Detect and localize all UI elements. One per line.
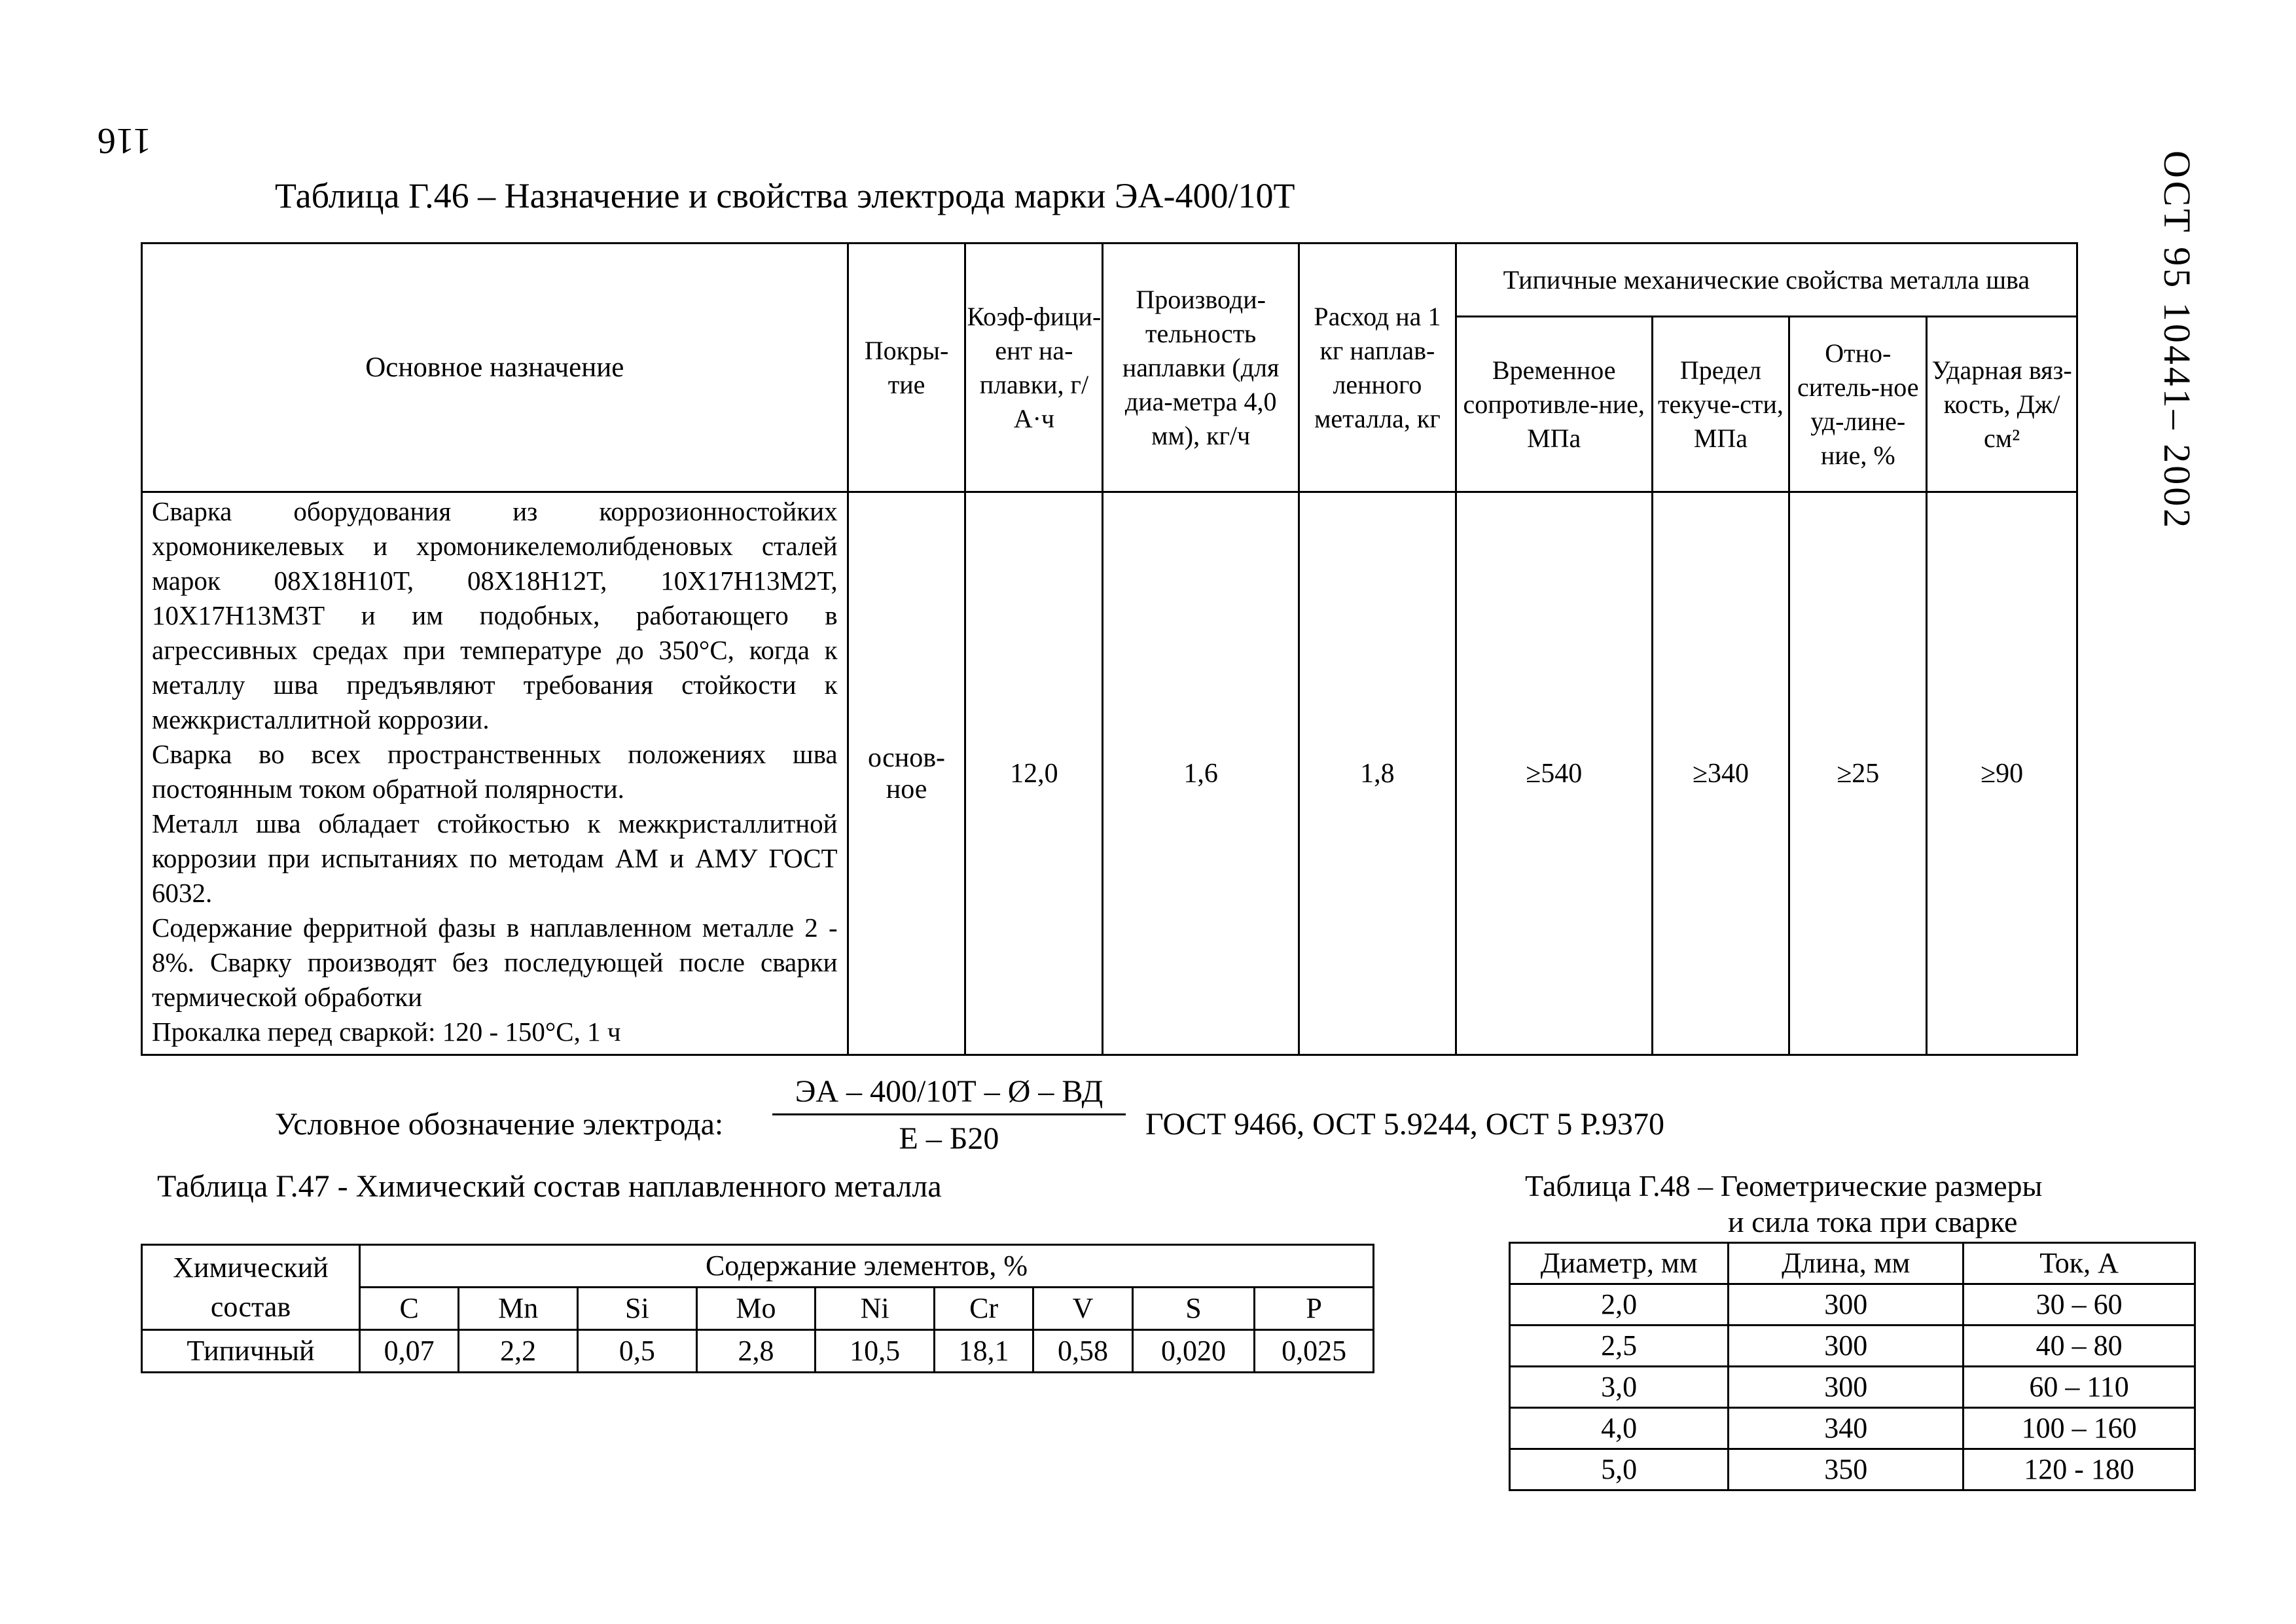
purpose-cell [142, 492, 848, 1055]
header-length: Длина, мм [1729, 1243, 1964, 1284]
table46-title: Таблица Г.46 – Назначение и свойства электрода марки ЭА-400/10Т [275, 176, 1295, 215]
header-coating: Покры-тие [848, 244, 965, 492]
element-value: 2,2 [459, 1330, 578, 1373]
element-header: Cr [934, 1288, 1033, 1330]
element-value: 0,07 [360, 1330, 459, 1373]
current-value: 100 – 160 [1964, 1408, 2195, 1449]
row-label-typical: Типичный [142, 1330, 360, 1373]
header-yield: Предел текуче-сти, МПа [1652, 317, 1789, 492]
element-value: 0,58 [1033, 1330, 1132, 1373]
length-value: 340 [1729, 1408, 1964, 1449]
designation-standards: ГОСТ 9466, ОСТ 5.9244, ОСТ 5 Р.9370 [1145, 1107, 1665, 1142]
header-tensile: Временное сопротивле-ние, МПа [1456, 317, 1652, 492]
tensile-value: ≥540 [1456, 492, 1652, 1055]
current-value: 120 - 180 [1964, 1449, 2195, 1490]
table48-title-line2: и сила тока при сварке [1728, 1205, 2018, 1238]
table-48 [1509, 1242, 2196, 1491]
header-purpose: Основное назначение [142, 244, 848, 492]
header-element-content: Содержание элементов, % [360, 1245, 1374, 1288]
header-coefficient: Коэф-фици-ент на-плавки, г/А·ч [965, 244, 1103, 492]
header-current: Ток, А [1964, 1243, 2195, 1284]
diameter-value: 2,0 [1510, 1284, 1729, 1326]
element-header: Si [578, 1288, 697, 1330]
element-value: 18,1 [934, 1330, 1033, 1373]
table47-title: Таблица Г.47 - Химический состав наплавленного металла [157, 1169, 942, 1204]
table-row [1510, 1408, 2195, 1449]
table-46 [141, 242, 2078, 1056]
designation-numerator: ЭА – 400/10Т – Ø – ВД [772, 1074, 1126, 1115]
designation-fraction [772, 1074, 1126, 1157]
element-header: Mn [459, 1288, 578, 1330]
yield-value: ≥340 [1652, 492, 1789, 1055]
element-header: C [360, 1288, 459, 1330]
element-header: S [1132, 1288, 1255, 1330]
element-value: 2,8 [696, 1330, 816, 1373]
element-header: V [1033, 1288, 1132, 1330]
header-consumption: Расход на 1 кг наплав-ленного металла, кг [1299, 244, 1456, 492]
standard-code: ОСТ 95 10441– 2002 [2156, 151, 2198, 531]
element-value: 0,025 [1255, 1330, 1374, 1373]
diameter-value: 3,0 [1510, 1367, 1729, 1408]
purpose-paragraph: Сварка во всех пространственных положениях шва постоянным током обратной полярности. [152, 739, 838, 804]
header-elongation: Отно-ситель-ное уд-лине-ние, % [1789, 317, 1927, 492]
diameter-value: 5,0 [1510, 1449, 1729, 1490]
element-header: Ni [816, 1288, 935, 1330]
current-value: 30 – 60 [1964, 1284, 2195, 1326]
element-value: 0,5 [578, 1330, 697, 1373]
length-value: 350 [1729, 1449, 1964, 1490]
diameter-value: 2,5 [1510, 1326, 1729, 1367]
element-value: 10,5 [816, 1330, 935, 1373]
table-row [1510, 1449, 2195, 1490]
impact-value: ≥90 [1927, 492, 2077, 1055]
element-header: P [1255, 1288, 1374, 1330]
purpose-paragraph: Содержание ферритной фазы в наплавленном металле 2 - 8%. Сварку производят без последующей после сварки термической обработки [152, 912, 838, 1012]
consumption-value: 1,8 [1299, 492, 1456, 1055]
designation-label: Условное обозначение электрода: [275, 1107, 724, 1142]
element-value: 0,020 [1132, 1330, 1255, 1373]
header-mechanical-properties: Типичные механические свойства металла шва [1456, 244, 2077, 317]
diameter-value: 4,0 [1510, 1408, 1729, 1449]
length-value: 300 [1729, 1284, 1964, 1326]
length-value: 300 [1729, 1326, 1964, 1367]
element-header: Mo [696, 1288, 816, 1330]
table48-title-line1: Таблица Г.48 – Геометрические размеры [1525, 1169, 2043, 1202]
designation-denominator: Е – Б20 [899, 1121, 999, 1156]
header-impact: Ударная вяз-кость, Дж/см² [1927, 317, 2077, 492]
productivity-value: 1,6 [1103, 492, 1299, 1055]
coefficient-value: 12,0 [965, 492, 1103, 1055]
page-number: 116 [98, 120, 151, 161]
length-value: 300 [1729, 1367, 1964, 1408]
purpose-paragraph: Сварка оборудования из коррозионностойких хромоникелевых и хромоникелемолибденовых сталей марок 08Х18Н10Т, 08Х18Н12Т, 10Х17Н13М2Т, 10Х17Н13М3Т и им подобных, работающего в агрессивных средах при температуре до 350°С, когда к металлу шва предъявляют требования стойкости к межкристаллитной коррозии. [152, 496, 838, 734]
table-47 [141, 1244, 1374, 1373]
table-row [1510, 1326, 2195, 1367]
header-diameter: Диаметр, мм [1510, 1243, 1729, 1284]
header-productivity: Производи-тельность наплавки (для диа-метра 4,0 мм), кг/ч [1103, 244, 1299, 492]
current-value: 60 – 110 [1964, 1367, 2195, 1408]
table-row [1510, 1367, 2195, 1408]
purpose-paragraph: Прокалка перед сваркой: 120 - 150°С, 1 ч [152, 1017, 621, 1047]
header-chem-composition: Химический состав [142, 1245, 360, 1330]
elongation-value: ≥25 [1789, 492, 1927, 1055]
current-value: 40 – 80 [1964, 1326, 2195, 1367]
table-row [1510, 1284, 2195, 1326]
purpose-paragraph: Металл шва обладает стойкостью к межкристаллитной коррозии при испытаниях по методам АМ и АМУ ГОСТ 6032. [152, 808, 838, 908]
coating-value: основ-ное [848, 492, 965, 1055]
